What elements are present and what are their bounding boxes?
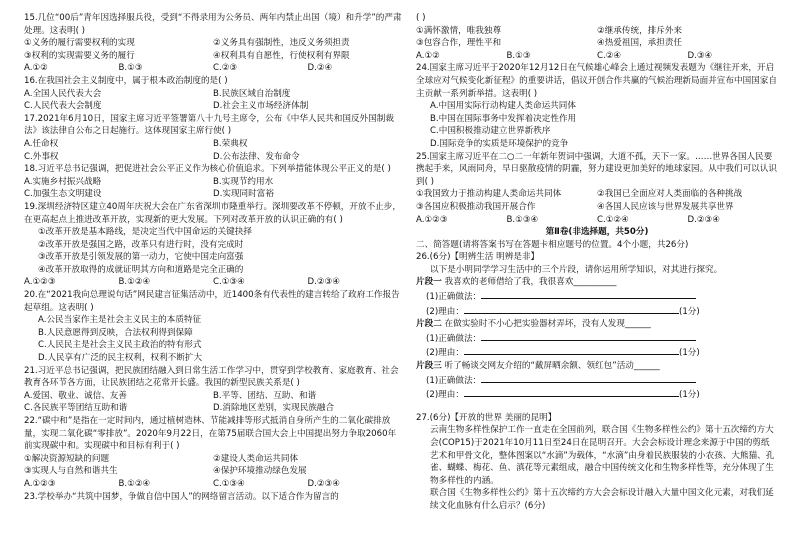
option-item: ①我国致力于推动构建人类命运共同体 [416,189,562,200]
text-line: 25.国家主席习近平在二○二一年新年贺词中强调，大道不孤，天下一家。……世界各国人民要携起手来，风雨同舟，早日驱散疫情的阴霾，努力建设更加美好的地球家园。从中我们可以认识到( ) [416,151,777,187]
option-item: C.①③④ [213,478,245,489]
answer-blank [481,331,696,341]
answer-label: (1)正确做法： [426,333,482,344]
option-item: B.平等、团结、互助、和谐 [213,390,317,401]
option-row [24,151,402,164]
text-line: 二、简答题(请将答案书写在答题卡相应题号的位置。4个小题，共26分) [416,239,689,250]
option-row [24,138,402,151]
option-row [416,25,778,38]
answer-label: (2)理由： [426,390,464,401]
answer-label: (1)正确做法： [426,375,482,386]
option-row [24,402,402,415]
text-line: 19.深圳经济特区建立40周年庆祝大会在广东省深圳市隆重举行。深圳要改革不停顿，开放不止步，在更高起点上推进改革开放，实现新的更大发展。下列对改革开放的认识正确的有( ) [24,201,401,225]
option-item: D.③④ [687,50,713,61]
answer-line [416,304,778,319]
option-item: C.外事权 [24,151,59,162]
text-line: 21.习近平总书记强调，把民族团结融入到日常生活工作学习中，贯穿到学校教育、家庭教育、社会教育各环节各方面，让民族团结之花常开长盛。我国的新型民族关系是( ) [24,365,399,389]
option-row [24,390,402,403]
text-line: 16.在我国社会主义制度中，属于根本政治制度的是( ) [24,75,228,86]
option-row [24,453,402,466]
option-row [24,276,402,289]
answer-line [416,387,778,402]
option-item: A.①②③ [24,478,56,489]
option-item: ①解决资源短缺的问题 [24,453,110,464]
option-item: D.实现同时富裕 [213,189,274,200]
answer-blank [464,345,679,355]
text-line: B.中国在国际事务中发挥着决定性作用 [430,113,577,124]
text-line: 第Ⅱ卷(非选择题，共50分) [545,227,649,238]
text-line: B.人民意愿得到反映，合法权利得到保障 [38,327,193,338]
option-item: C.②④ [597,50,622,61]
text-line: 云南生物多样性保护工作一直走在全国前列，联合国《生物多样性公约》第十五次缔约方大会(COP15)于2021年10月11日至24日在昆明召开。大会会标设计理念来源于中国的剪纸艺术和甲骨文化，整体图案以“水滴”为载体，“水滴”由身着民族服装的小农孩、大熊猫、孔雀、蝴蝶、梅花、鱼、滇花等元素组成，融合中国传统文化和生物多样性等，充分体现了生物多样性的内涵。 [430,425,775,486]
answer-blank [481,373,696,383]
text-line: 17.2021年6月10日，国家主席习近平签署第八十九号主席令，公布《中华人民共和国反外国制裁法》该法律自公布之日起施行。这体现国家主席行使( ) [24,113,394,137]
option-item: C.各民族平等团结互助和谐 [24,403,128,414]
segment-label: 片段二 [416,319,442,330]
text-line: A.公民当家作主是社会主义民主的本质特征 [38,315,202,326]
text-line: 22.“碳中和”是指在一定时间内，通过植树造林、节能减排等形式抵消自身所产生的二氧化碳排放量，实现二氧化碳“零排放”。2020年9月22日，在第75届联合国大会上中国提出努力争取2060年前实现碳中和。实现碳中和目标有利于( ) [24,416,397,452]
option-row [416,214,778,227]
answer-blank [481,289,696,299]
text-line: ①改革开放是基本路线，是决定当代中国命运的关键抉择 [38,227,252,238]
option-item: ①满怀激情，唯我独尊 [416,25,502,36]
option-item: D.②③④ [307,478,340,489]
answer-line [416,289,778,304]
answer-score: (1分) [678,390,700,401]
option-item: B.①③ [506,50,531,61]
answer-score: (1分) [678,306,700,317]
text-line: 15.几位“00后”青年因选择服兵役，受到“不得录用为公务员、两年内禁止出国（境）和升学”的严肃处理。这表明( ) [24,13,402,36]
option-item: A.任命权 [24,138,59,149]
option-item: ④保护环境推动绿色发展 [213,466,307,477]
option-item: C.加强生态文明建设 [24,189,102,200]
option-item: A.①② [416,50,440,61]
text-line: 23.学校举办“共筑中国梦，争做自信中国人”的网络留言活动。以下适合作为留言的 [24,491,339,502]
answer-line [416,345,778,360]
option-item: ②继承传统，排斥外来 [597,25,683,36]
option-item: C.②③ [213,63,238,74]
segment-line [416,318,778,331]
option-item: A.①②③ [24,277,56,288]
option-item: D.消除地区差别，实现民族融合 [213,403,335,414]
option-row [24,478,402,491]
option-item: ③包容合作，理性平和 [416,38,502,49]
answer-label: (2)理由： [426,348,464,359]
segment-line [416,276,778,289]
option-row [24,37,402,50]
option-row [416,50,778,63]
text-line: D.国际竞争的实质是环境保护的竞争 [430,138,569,149]
answer-line [416,373,778,388]
text-line: C.人民民主是社会主义民主政治的特有形式 [38,340,202,351]
option-item: B.①③ [118,63,143,74]
option-item: B.荣典权 [213,138,248,149]
option-item: ③各国应积极推动我国开展合作 [416,201,536,212]
option-item: ①义务的履行需要权利的实现 [24,38,135,49]
option-row [416,188,778,201]
segment-text: 在做实验时不小心把实验器材弄坏，没有人发现______ [441,319,651,330]
option-item: C.人民代表大会制度 [24,101,102,112]
option-item: C.①③④ [213,277,245,288]
option-row [416,201,778,214]
text-line: 26.(6分)【明辨生活 明辨是非】 [416,252,540,263]
option-row [24,465,402,478]
option-row [24,88,402,101]
option-item: ②义务具有强制性，违反义务须担责 [213,38,350,49]
right-column [416,12,778,513]
option-item: A.全国人民代表大会 [24,88,102,99]
segment-label: 片段一 [416,277,442,288]
text-line: 18.习近平总书记强调，把促进社会公平正义作为核心价值追求。下列举措能体现公平正义的是( ) [24,164,391,175]
option-item: ④热爱祖国，承担责任 [597,38,683,49]
option-item: ④权利具有自愿性，行使权利有界限 [213,50,350,61]
option-row [24,50,402,63]
segment-line [416,360,778,373]
answer-line [416,331,778,346]
option-item: D.公布法律、发布命令 [213,151,300,162]
option-item: ④各国人民应该与世界发展共享世界 [597,201,734,212]
option-row [416,37,778,50]
option-item: ②建设人类命运共同体 [213,453,299,464]
option-item: ②我国已全面应对人类面临的各种挑战 [597,189,743,200]
text-line: C.中国积极推动建立世界新秩序 [430,126,551,137]
text-line: A.中国用实际行动构建人类命运共同体 [430,101,576,112]
text-line: ④改革开放取得的成就证明其方向和道路是完全正确的 [38,264,244,275]
answer-label: (1)正确做法： [426,292,482,303]
option-item: B.①②④ [118,277,151,288]
option-item: B.①③④ [506,214,539,225]
option-item: ③实现人与自然和谐共生 [24,466,118,477]
text-line: 24.国家主席习近平于2020年12月12日在气候雄心峰会上通过视频发表题为《继往开来，开启全球应对气候变化新征程》的重要讲话，倡议开创合作共赢的气候治理新局面并宣布中国国家自主贡献一系列新举措。这表明( ) [416,63,777,99]
segment-text: 听了畅谈交网友介绍的“戴屏晒余额、领红包”活动______ [441,361,660,372]
answer-blank [464,387,679,397]
option-item: ③权利的实现需要义务的履行 [24,50,135,61]
segment-label: 片段三 [416,361,442,372]
option-row [24,176,402,189]
text-line: ③改革开放是引领发展的第一动力，它使中国走向富强 [38,252,244,263]
option-item: A.①②③ [416,214,448,225]
text-line: 20.在“2021我向总理说句话”网民建言征集活动中，近1400条有代表性的建言转给了政府工作报告起草组。这表明( ) [24,290,400,313]
option-item: A.实施乡村振兴战略 [24,176,102,187]
option-row [24,62,402,75]
option-item: C.①②④ [597,214,629,225]
text-line: 27.(6分)【开放的世界 美丽的昆明】 [416,412,557,423]
text-line: ( ) [416,13,426,23]
left-column [24,12,402,503]
text-line: 联合国《生物多样性公约》第十五次缔约方大会会标设计融入大量中国文化元素，对我们延续文化血脉有什么启示？(6分) [430,488,774,511]
option-item: A.①② [24,63,48,74]
segment-text: 我喜欢的老师借给了我，我很喜欢__________ [441,277,617,288]
answer-label: (2)理由： [426,306,464,317]
option-item: B.实现节约用水 [213,176,274,187]
answer-blank [464,304,679,314]
text-line: D.人民享有广泛的民主权利，权利不断扩大 [38,353,203,364]
option-item: B.民族区域自治制度 [213,88,291,99]
answer-score: (1分) [678,348,700,359]
option-row [24,188,402,201]
option-item: D.②④ [307,63,333,74]
text-line [416,402,778,412]
text-line: 以下是小明同学学习生活中的三个片段，请你运用所学知识，对其进行探究。 [430,264,723,275]
option-item: D.②③④ [307,277,340,288]
option-item: D.社会主义市场经济体制 [213,101,309,112]
option-item: A.爱国、敬业、诚信、友善 [24,390,127,401]
option-row [24,100,402,113]
text-line: ②改革开放是强国之路，改革只有进行时，没有完成时 [38,239,244,250]
option-item: B.①②④ [118,478,151,489]
option-item: D.②③④ [687,214,720,225]
